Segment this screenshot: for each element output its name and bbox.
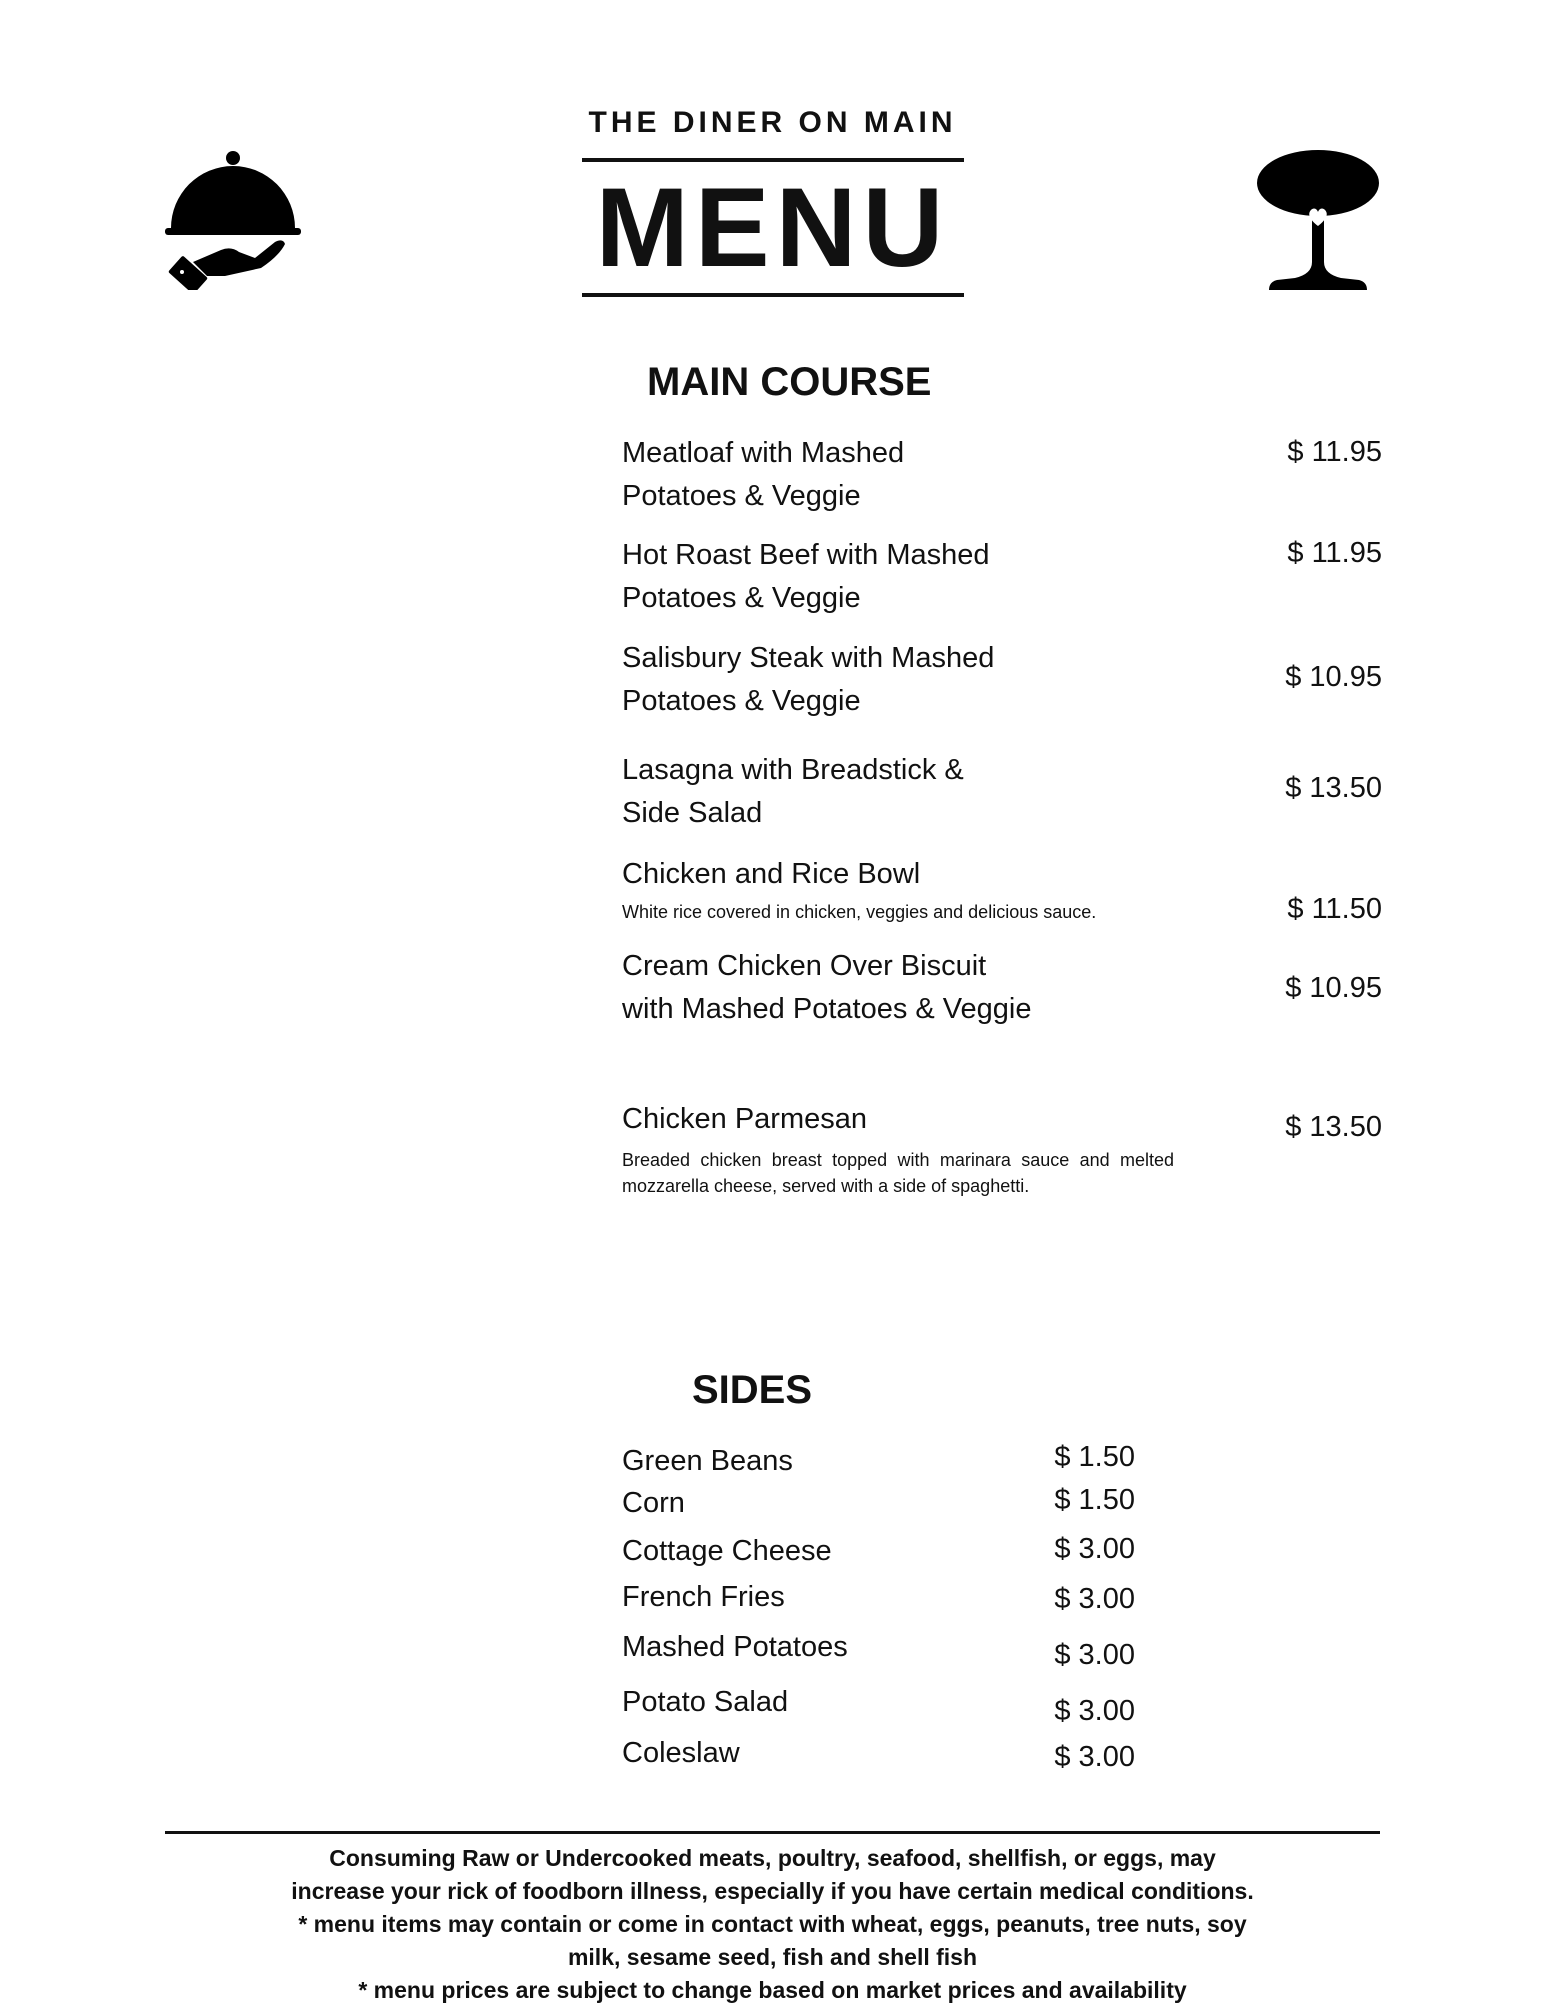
menu-item-name: Hot Roast Beef with Mashed Potatoes & Veggie <box>622 539 990 614</box>
side-item-price: $ 3.00 <box>1054 1741 1135 1773</box>
side-item-name: Cottage Cheese <box>622 1535 832 1567</box>
menu-item-price: $ 11.95 <box>1287 436 1382 468</box>
menu-item-name: Cream Chicken Over Biscuit with Mashed Potatoes & Veggie <box>622 950 1032 1025</box>
side-item-name: French Fries <box>622 1581 785 1613</box>
main-course-title: MAIN COURSE <box>647 360 932 404</box>
menu-item-name: Salisbury Steak with Mashed Potatoes & Veggie <box>622 642 995 717</box>
side-item-name: Mashed Potatoes <box>622 1631 848 1663</box>
restaurant-name: THE DINER ON MAIN <box>588 106 957 139</box>
page-title: MENU <box>595 165 950 290</box>
side-item-name: Potato Salad <box>622 1686 789 1718</box>
menu-item-price: $ 10.95 <box>1285 661 1382 693</box>
side-item-price: $ 1.50 <box>1054 1441 1135 1473</box>
title-bottom-rule <box>582 293 964 297</box>
menu-item-name: Lasagna with Breadstick & Side Salad <box>622 754 964 829</box>
disclaimer-line: milk, sesame seed, fish and shell fish <box>567 1944 978 1970</box>
side-item-name: Green Beans <box>622 1445 793 1477</box>
menu-item-price: $ 13.50 <box>1285 1111 1382 1143</box>
serving-cloche-hand-icon <box>163 150 303 290</box>
side-item-name: Coleslaw <box>622 1737 740 1769</box>
menu-item-price: $ 13.50 <box>1285 772 1382 804</box>
menu-item-description: Breaded chicken breast topped with marinara sauce and melted mozzarella cheese, served with a side of spaghetti. <box>622 1150 1174 1196</box>
menu-item-name: Meatloaf with Mashed Potatoes & Veggie <box>622 437 905 512</box>
menu-item-description: White rice covered in chicken, veggies and delicious sauce. <box>622 902 1097 922</box>
side-item-price: $ 3.00 <box>1054 1533 1135 1565</box>
disclaimer-line: * menu items may contain or come in contact with wheat, eggs, peanuts, tree nuts, soy <box>298 1911 1247 1937</box>
side-item-price: $ 3.00 <box>1054 1695 1135 1727</box>
disclaimer-line: increase your rick of foodborn illness, especially if you have certain medical conditions. <box>291 1878 1254 1904</box>
menu-item-name: Chicken and Rice Bowl <box>622 858 921 890</box>
sides-title: SIDES <box>692 1368 813 1412</box>
footer-divider <box>165 1831 1380 1834</box>
disclaimer-line: * menu prices are subject to change based on market prices and availability <box>358 1977 1187 2003</box>
disclaimer-line: Consuming Raw or Undercooked meats, poultry, seafood, shellfish, or eggs, may <box>329 1845 1216 1871</box>
allergen-disclaimer <box>0 1842 1545 2007</box>
side-item-name: Corn <box>622 1487 685 1519</box>
title-top-rule <box>582 158 964 162</box>
side-item-price: $ 1.50 <box>1054 1484 1135 1516</box>
menu-item-price: $ 11.95 <box>1287 537 1382 569</box>
side-item-price: $ 3.00 <box>1054 1639 1135 1671</box>
side-item-price: $ 3.00 <box>1054 1583 1135 1615</box>
tree-heart-icon <box>1255 150 1381 292</box>
menu-item-price: $ 11.50 <box>1287 893 1382 925</box>
menu-item-price: $ 10.95 <box>1285 972 1382 1004</box>
menu-item-name: Chicken Parmesan <box>622 1103 867 1135</box>
